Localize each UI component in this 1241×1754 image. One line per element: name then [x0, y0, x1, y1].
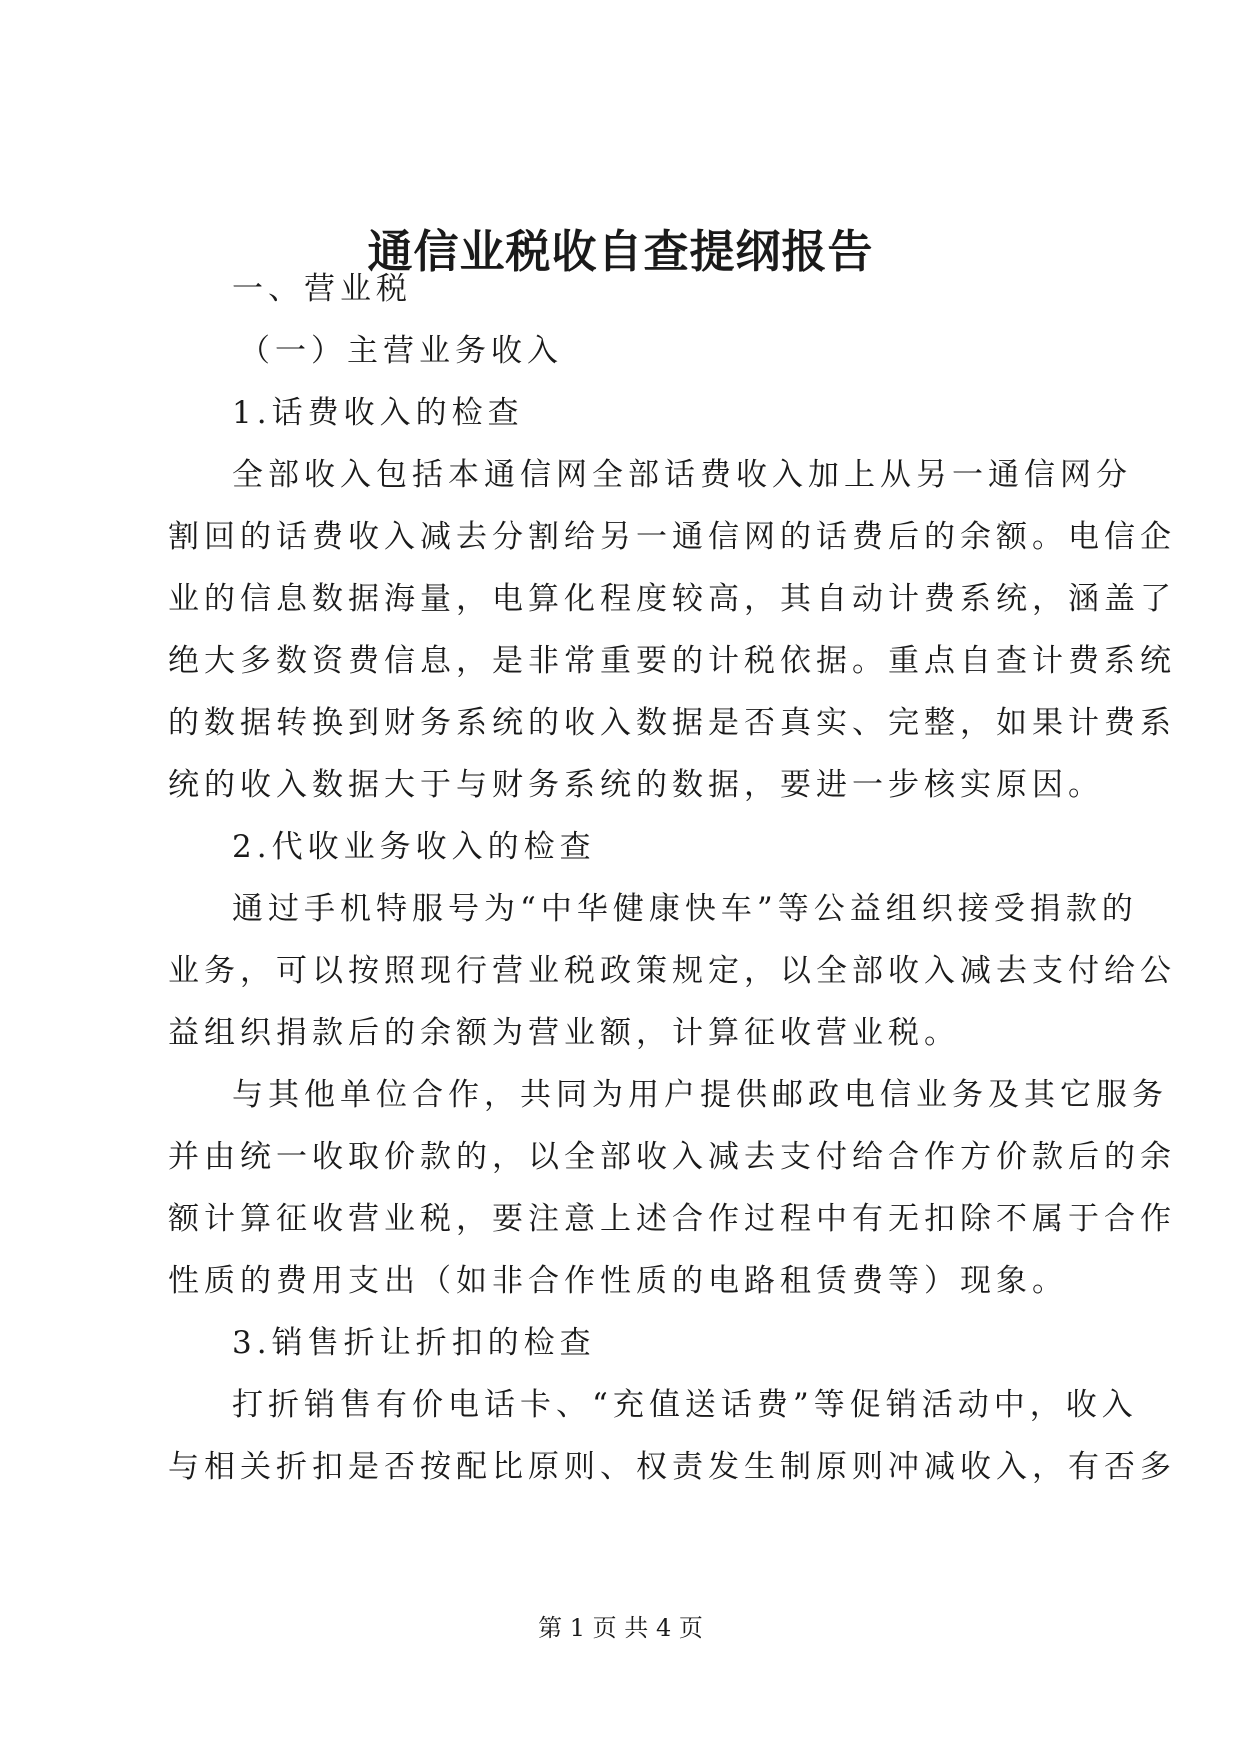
- body-line: 打折销售有价电话卡、“充值送话费”等促销活动中，收入: [232, 1387, 1138, 1423]
- body-line: 3.销售折让折扣的检查: [232, 1325, 596, 1361]
- document-body: [168, 258, 1176, 1498]
- body-line: 绝大多数资费信息，是非常重要的计税依据。重点自查计费系统: [168, 643, 1176, 679]
- body-line: 的数据转换到财务系统的收入数据是否真实、完整，如果计费系: [168, 705, 1176, 741]
- body-line: 通过手机特服号为“中华健康快车”等公益组织接受捐款的: [232, 891, 1138, 927]
- body-line: 割回的话费收入减去分割给另一通信网的话费后的余额。电信企: [168, 519, 1176, 555]
- body-line: 性质的费用支出（如非合作性质的电路租赁费等）现象。: [168, 1263, 1068, 1299]
- body-line: 全部收入包括本通信网全部话费收入加上从另一通信网分: [232, 457, 1132, 493]
- body-line: 额计算征收营业税，要注意上述合作过程中有无扣除不属于合作: [168, 1201, 1176, 1237]
- body-line: 统的收入数据大于与财务系统的数据，要进一步核实原因。: [168, 767, 1104, 803]
- body-line: 2.代收业务收入的检查: [232, 829, 596, 865]
- page-footer: 第 1 页 共 4 页: [538, 1614, 703, 1642]
- body-line: 一、营业税: [232, 271, 412, 307]
- body-line: 与其他单位合作，共同为用户提供邮政电信业务及其它服务: [232, 1077, 1168, 1113]
- body-line: 业的信息数据海量，电算化程度较高，其自动计费系统，涵盖了: [168, 581, 1176, 617]
- body-line: （一）主营业务收入: [239, 333, 563, 369]
- body-line: 并由统一收取价款的，以全部收入减去支付给合作方价款后的余: [168, 1139, 1176, 1175]
- body-line: 业务，可以按照现行营业税政策规定，以全部收入减去支付给公: [168, 953, 1176, 989]
- document-title: 通信业税收自查提纲报告: [367, 225, 874, 278]
- body-line: 1.话费收入的检查: [232, 395, 524, 431]
- body-line: 与相关折扣是否按配比原则、权责发生制原则冲减收入，有否多: [168, 1449, 1176, 1485]
- body-line: 益组织捐款后的余额为营业额，计算征收营业税。: [168, 1015, 960, 1051]
